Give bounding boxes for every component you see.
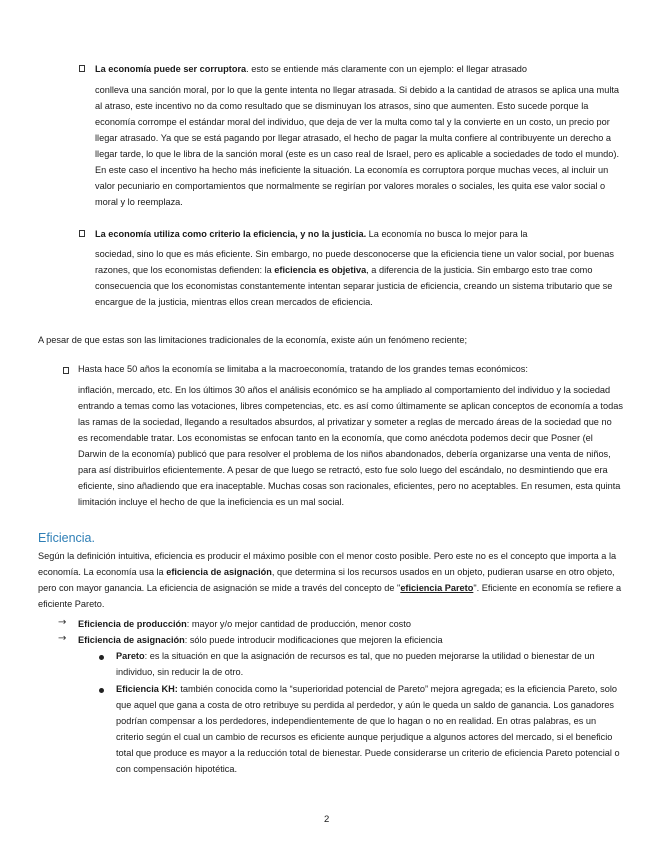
bullet-dot-icon — [99, 655, 104, 660]
page-number: 2 — [324, 814, 330, 825]
arrow-item-allocation: Eficiencia de asignación: sólo puede introducir modificaciones que mejoren la eficiencia — [78, 635, 443, 645]
item1-first-line: La economía puede ser corruptora. esto se entiende más claramente con un ejemplo: el llegar atrasado — [95, 64, 528, 74]
item3-continuation: inflación, mercado, etc. En los últimos 30 años el análisis económico se ha ampliado al comportamiento del individuo y la sociedad entrando a temas como las votaciones, libres competencias, etc. es así como últimamente se aplican conceptos de economía a todas las ramas de la sociedad, llegando a resultados absurdos, al privatizar y someter a reglas de mercado áreas de la sociedad que no es recomendable tratar. Los economistas se enfocan tanto en la economía, que como anécdota podemos decir que Posner (el Darwin de la economía) publicó que para resolver el problema de los niños abandonados, debería organizarse una venta de niños, para así distribuirlos eficientemente. A pesar de que luego se retractó, esto fue solo luego del escándalo, no desmintiendo que era eficiente, sino añadiendo que era inaceptable. Muchas cosas son racionales, eficientes, pero no aceptables. En resumen, esta quinta limitación incluye el hecho de que la ineficiencia es un mal social. — [78, 385, 623, 507]
item1-continuation: conlleva una sanción moral, por lo que la gente intenta no llegar atrasada. Si debido a la cantidad de atrasos se aplica una multa al atraso, este incentivo no da como resultado que se disminuyan los atrasos, sino que aumenten. Esto sucede porque la economía corrompe el estándar moral del individuo, que deja de ver la multa como tal y la convierte en un costo, un precio por llegar atrasado. Ya que se está pagando por llegar atrasado, el hecho de pagar la multa confiere al contribuyente un derecho a llegar tarde, lo que le libra de la sanción moral (este es un caso real de Israel, pero es aplicable a sociedades de todo el mundo). En este caso el incentivo ha hecho más ineficiente la situación. La economía es corruptora porque muchas veces, al incluir un valor pecuniario en comportamientos que normalmente se regirían por valores morales o sociales, les quita ese valor social o moral y lo reemplaza. — [95, 85, 620, 207]
item1-bold: La economía puede ser corruptora — [95, 64, 247, 74]
definition-paragraph: Según la definición intuitiva, eficiencia es producir el máximo posible con el menor costo posible. Pero este no es el concepto que importa a la economía. La economía usa la eficiencia de asignación, que determina si los recursos usados en un objeto, pudieran usarse en otro objeto, pero con mayor ganancia. La eficiencia de asignación se mide a través del concepto de "eficiencia Pareto". Eficiente en economía se refiere a eficiente Pareto. — [38, 551, 622, 609]
item2-first-line: La economía utiliza como criterio la eficiencia, y no la justicia. La economía no busca lo mejor para la — [95, 229, 528, 239]
arrow-item-production: Eficiencia de producción: mayor y/o mejor cantidad de producción, menor costo — [78, 619, 411, 629]
bullet-dot-icon — [99, 688, 104, 693]
item2-bold: La economía utiliza como criterio la eficiencia, y no la justicia. — [95, 229, 367, 239]
bullet-square-icon — [63, 367, 69, 374]
arrow-icon: → — [58, 633, 67, 644]
sub-item-kh: Eficiencia KH: también conocida como la “superioridad potencial de Pareto” mejora agregada; es la eficiencia Pareto, solo que aquel que gana a costa de otro retribuye su perdida al perdedor, y aún le queda un saldo de ganancia. Los ganadores podrían compensar a los perdedores, independientemente de que lo hagan o no en realidad. En otras palabras, es un criterio según el cual un cambio de recursos es eficiente aunque perjudique a algunos actores del mercado, si el beneficio total que produce es mayor a la reducción total de bienestar. Puede considerarse un criterio de eficiencia Pareto potencial o con compensación hipotética. — [116, 684, 620, 774]
bullet-square-icon — [79, 230, 85, 237]
arrow-icon: → — [58, 617, 67, 628]
intro-line: A pesar de que estas son las limitaciones tradicionales de la economía, existe aún un fenómeno reciente; — [38, 335, 468, 345]
item2-continuation: sociedad, sino lo que es más eficiente. Sin embargo, no puede desconocerse que la eficiencia tiene un valor social, por buenas razones, que los economistas defienden: la eficiencia es objetiva, a diferencia de la justicia. Sin embargo esto trae como consecuencia que los economistas constantemente intentan separar justicia de eficiencia, creando un sistema tributario que se encargue de la justicia, mientras ellos crean mercados de eficiencia. — [95, 249, 614, 307]
section-heading: Eficiencia. — [38, 531, 95, 545]
sub-item-pareto: Pareto: es la situación en que la asignación de recursos es tal, que no pueden mejorarse la utilidad o bienestar de un individuo, sin reducir la de otro. — [116, 651, 595, 677]
bullet-square-icon — [79, 65, 85, 72]
item3-first-line: Hasta hace 50 años la economía se limitaba a la macroeconomía, tratando de los grandes temas económicos: — [78, 364, 528, 374]
